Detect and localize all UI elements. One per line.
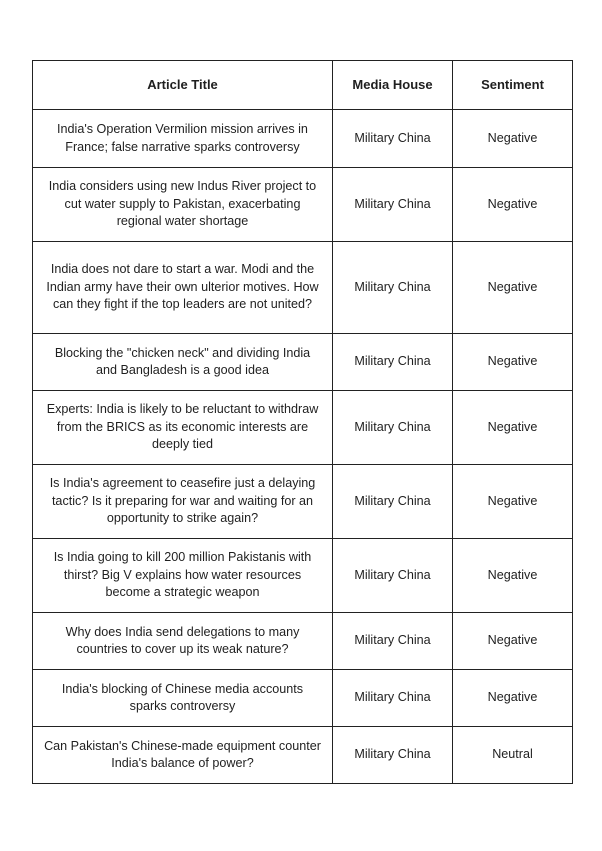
cell-media-house: Military China (333, 110, 453, 168)
articles-table (32, 60, 573, 784)
cell-article-title: India's Operation Vermilion mission arrives in France; false narrative sparks controversy (33, 110, 333, 168)
cell-media-house: Military China (333, 334, 453, 391)
cell-media-house: Military China (333, 242, 453, 334)
table-row (33, 242, 573, 334)
cell-sentiment: Negative (453, 465, 573, 539)
cell-article-title: Why does India send delegations to many countries to cover up its weak nature? (33, 613, 333, 670)
table-row (33, 465, 573, 539)
cell-media-house: Military China (333, 539, 453, 613)
table-row (33, 670, 573, 727)
table-row (33, 391, 573, 465)
table-header-row (33, 61, 573, 110)
table-row (33, 727, 573, 784)
cell-sentiment: Negative (453, 670, 573, 727)
cell-sentiment: Neutral (453, 727, 573, 784)
cell-media-house: Military China (333, 391, 453, 465)
cell-article-title: Blocking the "chicken neck" and dividing India and Bangladesh is a good idea (33, 334, 333, 391)
cell-media-house: Military China (333, 727, 453, 784)
table-row (33, 613, 573, 670)
cell-article-title: Can Pakistan's Chinese-made equipment counter India's balance of power? (33, 727, 333, 784)
cell-sentiment: Negative (453, 168, 573, 242)
table-row (33, 539, 573, 613)
cell-sentiment: Negative (453, 613, 573, 670)
cell-sentiment: Negative (453, 539, 573, 613)
table-row (33, 168, 573, 242)
cell-article-title: Experts: India is likely to be reluctant to withdraw from the BRICS as its economic interests are deeply tied (33, 391, 333, 465)
header-article-title: Article Title (33, 61, 333, 110)
table-row (33, 334, 573, 391)
cell-media-house: Military China (333, 670, 453, 727)
cell-media-house: Military China (333, 168, 453, 242)
cell-sentiment: Negative (453, 391, 573, 465)
cell-article-title: Is India going to kill 200 million Pakistanis with thirst? Big V explains how water resources become a strategic weapon (33, 539, 333, 613)
cell-sentiment: Negative (453, 242, 573, 334)
cell-sentiment: Negative (453, 110, 573, 168)
cell-sentiment: Negative (453, 334, 573, 391)
cell-media-house: Military China (333, 465, 453, 539)
cell-article-title: India's blocking of Chinese media accounts sparks controversy (33, 670, 333, 727)
cell-media-house: Military China (333, 613, 453, 670)
cell-article-title: India does not dare to start a war. Modi and the Indian army have their own ulterior motives. How can they fight if the top leaders are not united? (33, 242, 333, 334)
header-media-house: Media House (333, 61, 453, 110)
cell-article-title: India considers using new Indus River project to cut water supply to Pakistan, exacerbating regional water shortage (33, 168, 333, 242)
header-sentiment: Sentiment (453, 61, 573, 110)
document-page (32, 60, 572, 784)
cell-article-title: Is India's agreement to ceasefire just a delaying tactic? Is it preparing for war and waiting for an opportunity to strike again? (33, 465, 333, 539)
table-row (33, 110, 573, 168)
